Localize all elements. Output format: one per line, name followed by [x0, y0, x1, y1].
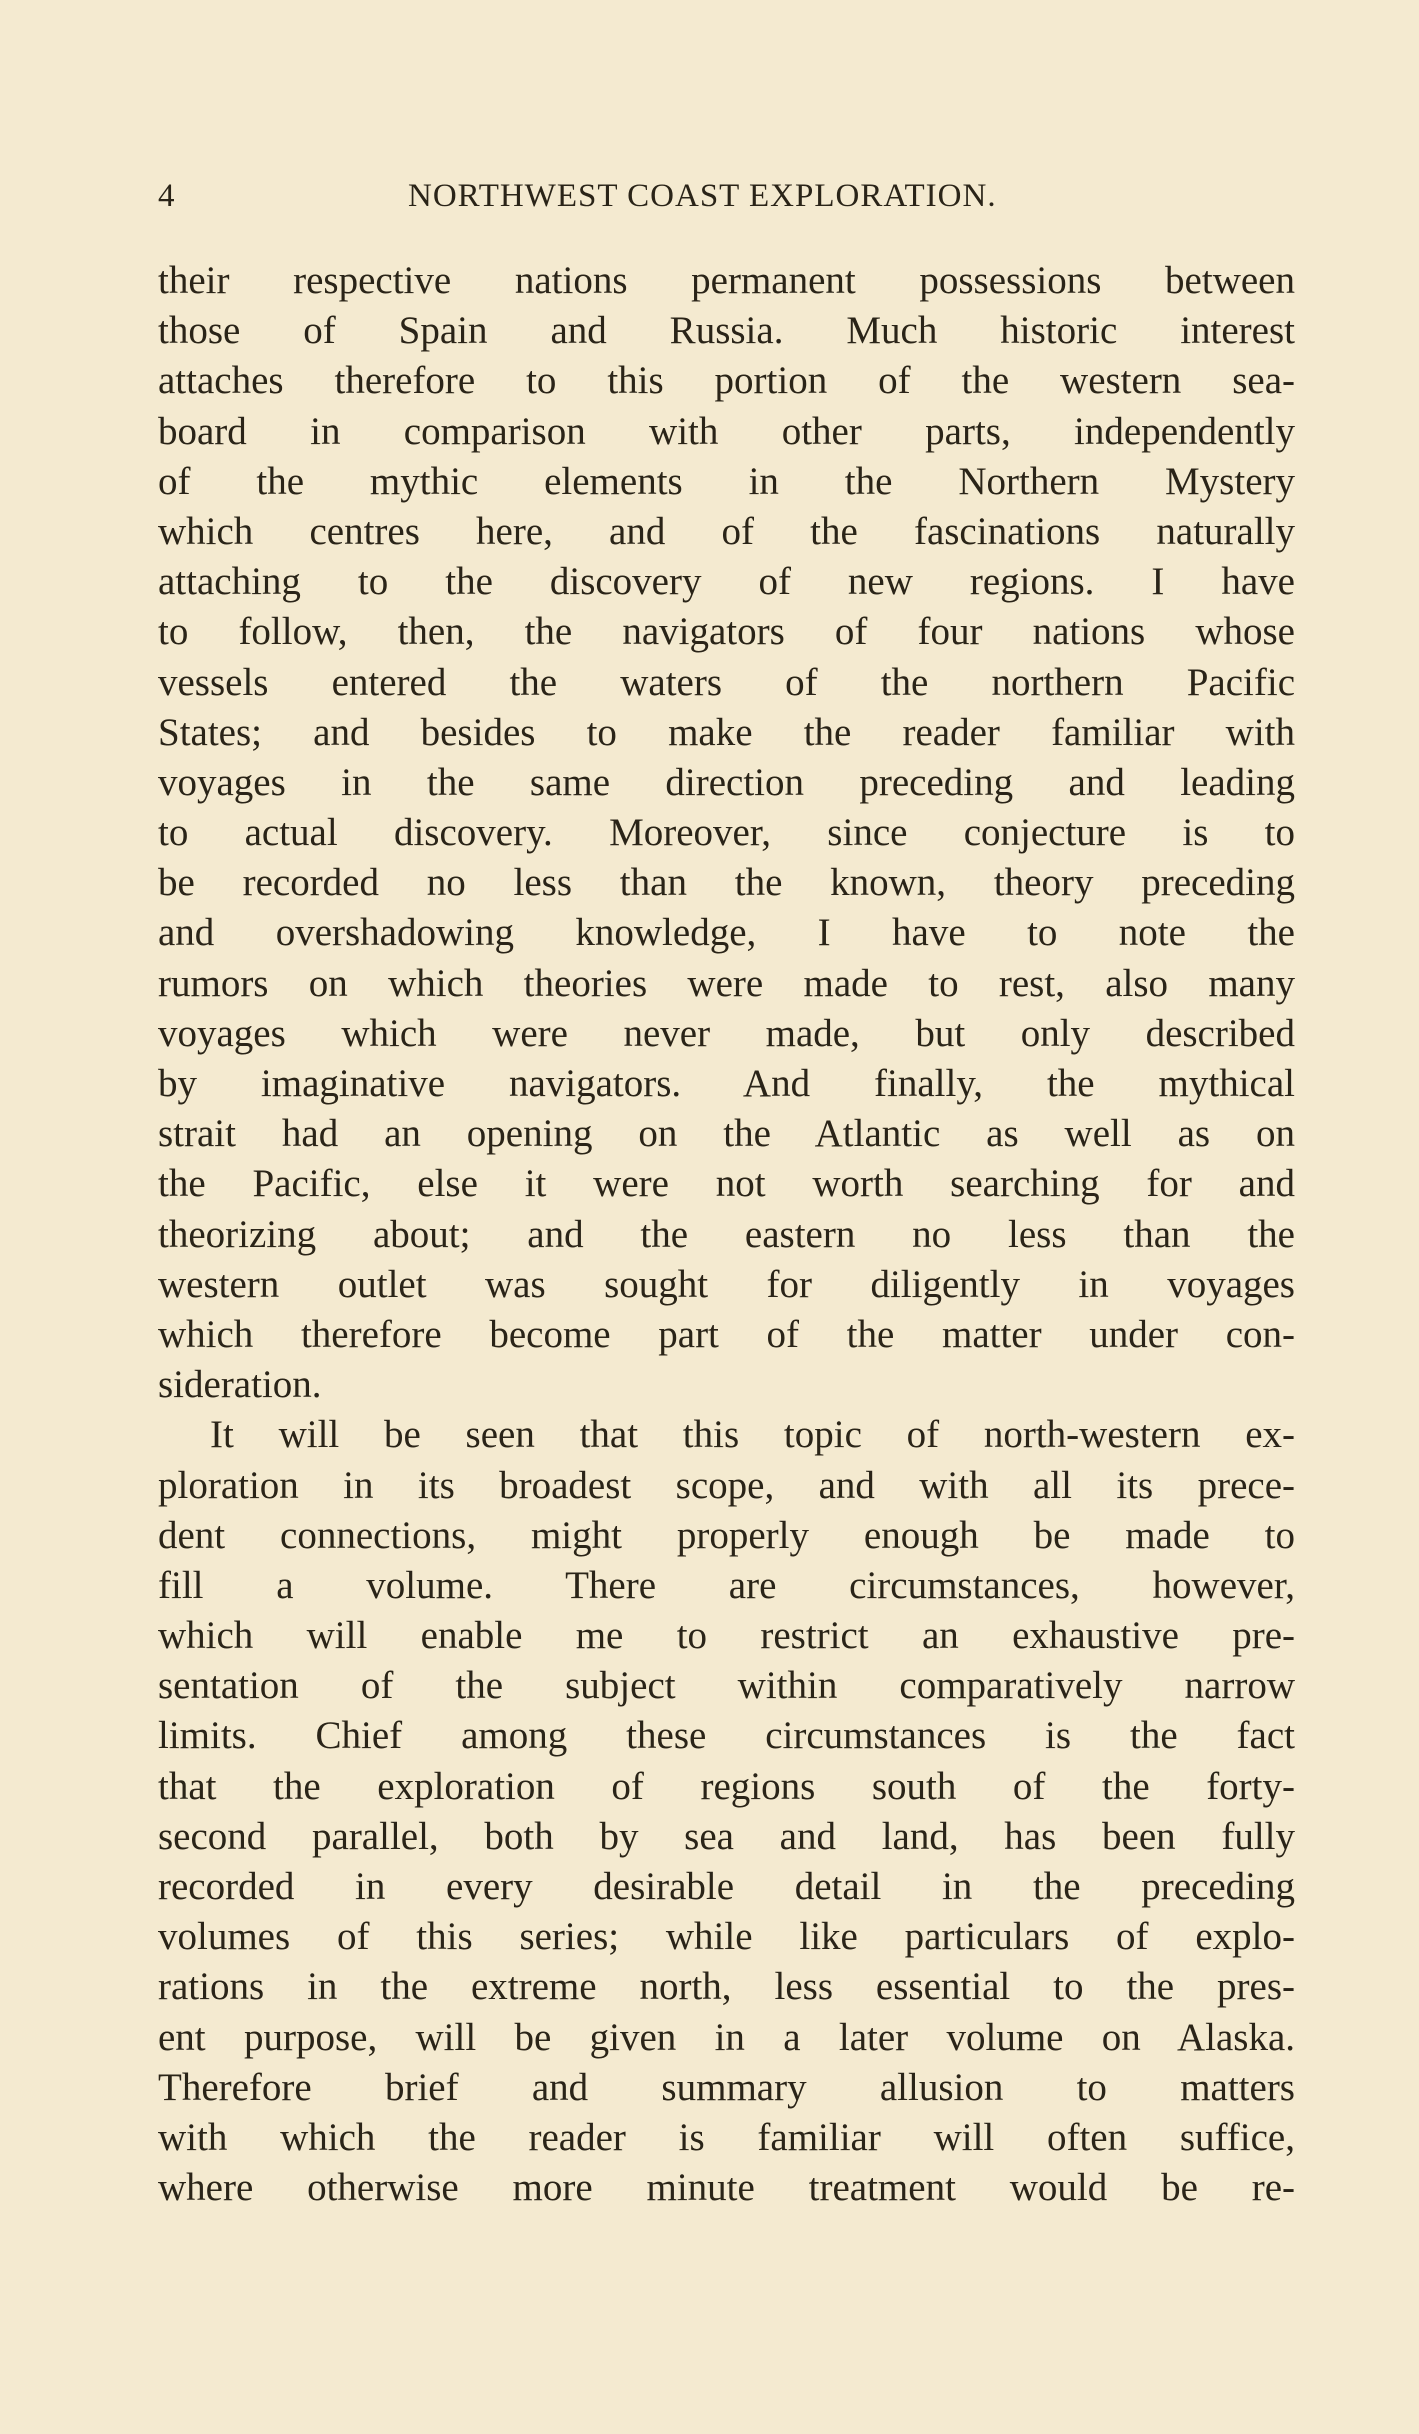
running-title: NORTHWEST COAST EXPLORATION. — [408, 178, 997, 214]
text-line: fill a volume. There are circumstances, however, — [158, 1563, 1295, 1607]
text-line: to actual discovery. Moreover, since conjecture is to — [158, 811, 1295, 855]
paragraph-start-line: It will be seen that this topic of north-western ex- — [210, 1413, 1295, 1457]
text-line: their respective nations permanent possessions between — [158, 259, 1295, 302]
text-line: ploration in its broadest scope, and with all its prece- — [158, 1463, 1295, 1507]
text-line: voyages in the same direction preceding and leading — [158, 760, 1295, 804]
text-line: and overshadowing knowledge, I have to note the — [158, 911, 1295, 955]
text-line: of the mythic elements in the Northern Mystery — [158, 459, 1295, 503]
text-line: that the exploration of regions south of the forty- — [158, 1764, 1295, 1808]
text-line: with which the reader is familiar will often suffice, — [158, 2115, 1295, 2159]
text-line: second parallel, both by sea and land, has been fully — [158, 1814, 1295, 1858]
text-line: recorded in every desirable detail in the preceding — [158, 1865, 1295, 1908]
text-line: sentation of the subject within comparatively narrow — [158, 1664, 1295, 1708]
text-line: which centres here, and of the fascinations naturally — [158, 509, 1295, 553]
text-line: limits. Chief among these circumstances is the fact — [158, 1714, 1295, 1758]
text-line: dent connections, might properly enough be made to — [158, 1513, 1295, 1557]
text-line: Therefore brief and summary allusion to matters — [158, 2065, 1295, 2109]
text-line: by imaginative navigators. And finally, the mythical — [158, 1062, 1295, 1105]
text-line: attaching to the discovery of new regions. I have — [158, 560, 1295, 604]
running-head — [158, 178, 1288, 228]
body-text — [158, 256, 1295, 2213]
text-line: attaches therefore to this portion of the western sea- — [158, 359, 1295, 403]
text-line: to follow, then, the navigators of four nations whose — [158, 610, 1295, 654]
text-line: western outlet was sought for diligently in voyages — [158, 1262, 1295, 1306]
text-line: which therefore become part of the matter under con- — [158, 1312, 1295, 1356]
text-line: the Pacific, else it were not worth searching for and — [158, 1162, 1295, 1206]
text-line: rumors on which theories were made to rest, also many — [158, 961, 1295, 1005]
text-line: voyages which were never made, but only described — [158, 1011, 1295, 1055]
text-line: board in comparison with other parts, independently — [158, 409, 1295, 453]
text-line: be recorded no less than the known, theory preceding — [158, 861, 1295, 905]
text-line: which will enable me to restrict an exhaustive pre- — [158, 1614, 1295, 1658]
text-line: ent purpose, will be given in a later volume on Alaska. — [158, 2015, 1295, 2059]
page-number: 4 — [158, 178, 176, 214]
text-line: where otherwise more minute treatment would be re- — [158, 2166, 1295, 2210]
text-line: those of Spain and Russia. Much historic interest — [158, 309, 1295, 353]
text-line: States; and besides to make the reader familiar with — [158, 710, 1295, 754]
paragraph-end-line: sideration. — [158, 1363, 322, 1407]
text-line: vessels entered the waters of the northern Pacific — [158, 660, 1295, 704]
text-line: volumes of this series; while like particulars of explo- — [158, 1915, 1295, 1959]
text-line: theorizing about; and the eastern no less than the — [158, 1212, 1295, 1256]
text-line: strait had an opening on the Atlantic as well as on — [158, 1112, 1295, 1156]
text-line: rations in the extreme north, less essential to the pres- — [158, 1965, 1295, 2009]
